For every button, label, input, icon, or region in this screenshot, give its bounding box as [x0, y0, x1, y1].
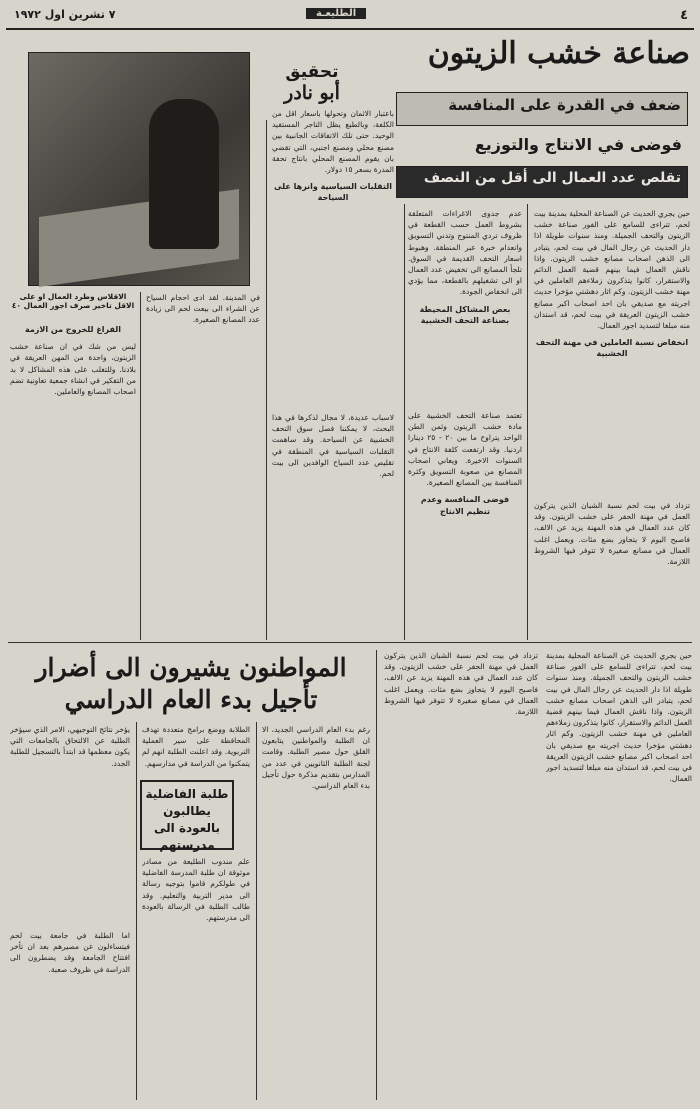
- author-name: أبو نادر: [284, 82, 340, 104]
- body-text: تزداد في بيت لحم نسبة الشبان الذين يتركون العمل في مهنة الحفر على خشب الزيتون. وقد كان عدد العمال في هذه المهنة يزيد عن الالف، فاصبح اليوم لا يتجاوز بضع مئات. ويعمل اغلب العمال في مصانع صغيرة لا تتوفر فيها الشروط اللازمة.: [534, 501, 690, 567]
- section-name: الطليعـة: [306, 8, 366, 19]
- column-rule: [404, 204, 405, 640]
- article-column-1: [534, 208, 690, 498]
- article-column-7: [546, 650, 692, 1100]
- column-rule: [527, 204, 528, 640]
- body-text: في المدينة. لقد ادى احجام السياح عن الشراء الى بيعت لحم الى زيادة عدد المصانع الصغيرة.: [146, 293, 260, 325]
- body-text: حين يجري الحديث عن الصناعة المحلية بمدينة بيت لحم، تتراءى للسامع على الفور صناعة خشب الزيتون والتحف الجميلة. ومنذ سنوات طويلة اذا دار الحديث عن رجال المال في بيت لحم، يتبادر الى الذهن اصحاب مصانع خشب الزيتون. واذا ناقش العمال فيما بينهم قضية العمل الدائم والاستقرار، كانوا يتذكرون زملاءهم العاملين في مهنة خشب الزيتون. وكم اثار دهشتي مؤخرا حديث اجريته مع صديقي بان احد اصحاب اكبر مصانع خشب الزيتون العريقة في بيت لحم، قد استدان منه مبلغا لتسديد اجور العمال.: [534, 209, 690, 331]
- column-rule: [140, 292, 141, 640]
- article-column-5: [10, 318, 136, 640]
- body-text: حين يجري الحديث عن الصناعة المحلية بمدينة بيت لحم، تتراءى للسامع على الفور صناعة خشب الزيتون والتحف الجميلة. ومنذ سنوات طويلة اذا دار الحديث عن رجال المال في بيت لحم، يتبادر الى الذهن اصحاب مصانع خشب الزيتون. واذا ناقش العمال فيما بينهم قضية العمل الدائم والاستقرار، كانوا يتذكرون زملاءهم العاملين في مهنة خشب الزيتون. وكم اثار دهشتي مؤخرا حديث اجريته مع صديقي بان احد اصحاب اكبر مصانع خشب الزيتون العريقة في بيت لحم، قد استدان منه مبلغا لتسديد اجور العمال.: [546, 651, 692, 784]
- kicker: تحقيق: [285, 62, 339, 82]
- article2-title-line2: تأجيل بدء العام الدراسي: [64, 685, 318, 714]
- article-column-2b: [408, 410, 522, 640]
- byline: [272, 62, 352, 104]
- subheading: الفراغ للخروج من الازمة: [24, 325, 122, 334]
- body-text: الطلابة ووضع برامج متعددة تهدف المحافظة على سير العملية التربوية. وقد اعلنت الطلبة انهم لم يتمكنوا من الدراسة في مدارسهم.: [142, 725, 250, 768]
- article-column-2: [408, 208, 522, 408]
- article2-title: [8, 652, 374, 716]
- boxed-subheadline: طلبة الفاضلية يطالبون بالعودة الى مدرستهم: [140, 780, 234, 850]
- headline-banner-3: تقلص عدد العمال الى أقل من النصف: [396, 166, 688, 198]
- issue-date: ٧ تشرين اول ١٩٧٢: [14, 8, 116, 21]
- photo-caption: الاقلاس وطرد العمال او على الاقل تاخير صرف اجور العمال ٤٠: [11, 292, 135, 310]
- headline-banner-1: ضعف في القدرة على المنافسة: [396, 92, 688, 126]
- headline-banner-2: فوضى في الانتاج والتوزيع: [474, 135, 682, 154]
- body-text: باعتبار الاثمان وتحولها باسعار اقل من الكلفة، وبالطبع يظل التاجر المستفيد الوحيد. حتى تلك الاتفاقات الجانبية بين مصنع محلي ومصنع اجنبي، التي تقضي بان يقوم المصنع المحلي بانتاج تحفة المدرة بسعر ١٥ دولار.: [272, 109, 394, 175]
- article2-column-2: [142, 724, 250, 776]
- article-column-4: [146, 292, 260, 640]
- body-text: تزداد في بيت لحم نسبة الشبان الذين يتركون العمل في مهنة الحفر على خشب الزيتون. وقد كان عدد العمال في هذه المهنة يزيد عن الالف، فاصبح اليوم لا يتجاوز بضع مئات. ويعمل اغلب العمال في مصانع صغيرة لا تتوفر فيها الشروط اللازمة.: [384, 651, 538, 717]
- workshop-photo: [28, 52, 250, 286]
- subheading: بعض المشاكل المحيطة بصناعة التحف الخشبية: [419, 304, 511, 325]
- body-text: يؤخر نتائج التوجيهي، الامر الذي سيؤخر الطلبة عن الالتحاق بالجامعات التي يكون معظمها قد ابتدأ بالتسجيل للطلبة الجدد.: [10, 725, 130, 768]
- article2-title-line1: المواطنون يشيرون الى أضرار: [35, 653, 347, 682]
- body-text: اما الطلبة في جامعة بيت لحم فيتساءلون عن مصيرهم بعد ان تأخر افتتاح الجامعة وقد يضطرون الى الدراسة في ظروف صعبة.: [10, 931, 130, 974]
- body-text: لاسباب عديدة، لا مجال لذكرها في هذا البحث، لا يمكننا فصل سوق التحف الخشبية عن السياحة. وقد ساهمت التقلبات السياسية في المنطقة في تقليص عدد السياح الوافدين الى بيت لحم.: [272, 413, 394, 479]
- page-number: ٤: [680, 8, 688, 23]
- subheading: انخفاض نسبة العاملين في مهنة التحف الخشبية: [535, 338, 689, 359]
- column-rule: [136, 722, 137, 1100]
- craftsman-figure: [149, 99, 219, 249]
- body-text: ليس من شك في ان صناعة خشب الزيتون، واحدة من المهن العريقة في بلادنا. وللتغلب على هذه المشاكل لا بد من التفكير في انشاء جمعية تعاونية تضم اصحاب المصانع والعاملين.: [10, 342, 136, 397]
- body-text: عدم جدوى الاغراءات المتعلقة بشروط العمل حسب القطعة في ظروف تردي المنتوج وتدني التسويق وانعدام خبرة عبر المنطقة. وهبوط اسعار التحف القديمة في السوق. تلجأ المصانع الى تخفيض عدد العمال او الى تشغيلهم بالقطعة، مما يؤدي الى انخفاض الجودة.: [408, 209, 522, 297]
- subheading: فوضى المنافسة وعدم تنظيم الانتاج: [420, 495, 510, 516]
- article-column-3: [272, 108, 394, 408]
- section-rule: [8, 642, 692, 643]
- subheading: التقلبات السياسية وانرها على السياحة: [274, 182, 392, 203]
- page-header: [6, 6, 694, 30]
- body-text: تعتمد صناعة التحف الخشبية على مادة خشب الزيتون وثمن الطن الواحد يتراوح ما بين ٢٠ - ٢٥ دينارا اردنيا. وقد ارتفعت كلفة الانتاج في السنوات الاخيرة. ويعاني اصحاب المصانع من صعوبة التسويق وكثرة المنافسة بين المصانع الصغيرة.: [408, 411, 522, 488]
- column-rule: [256, 722, 257, 1100]
- body-text: علم مندوب الطليعة من مصادر موثوقة ان طلبة المدرسة الفاضلية في طولكرم قاموا بتوجيه رسالة الى مدير التربية والتعليم. وقد طالب الطلبة في الرسالة بالعودة الى مدرستهم.: [142, 857, 250, 923]
- article2-column-3b: [10, 930, 130, 1100]
- article-column-1b: [534, 500, 690, 640]
- article-title: صناعة خشب الزيتون: [427, 36, 690, 71]
- column-rule: [266, 120, 267, 640]
- article2-column-2b: [142, 856, 250, 1100]
- column-rule: [376, 650, 377, 1100]
- article-column-6: [384, 650, 538, 1100]
- body-text: رغم بدء العام الدراسي الجديد، الا ان الطلبة والمواطنين يتابعون القلق حول مصير الطلبة. وقامت لجنة الطلبة الثانويين في عدد من المدارس بتقديم مذكرة حول تأجيل بدء العام الدراسي.: [262, 725, 370, 791]
- article2-column-1: [262, 724, 370, 1100]
- article2-column-3: [10, 724, 130, 924]
- article-column-3b: [272, 412, 394, 640]
